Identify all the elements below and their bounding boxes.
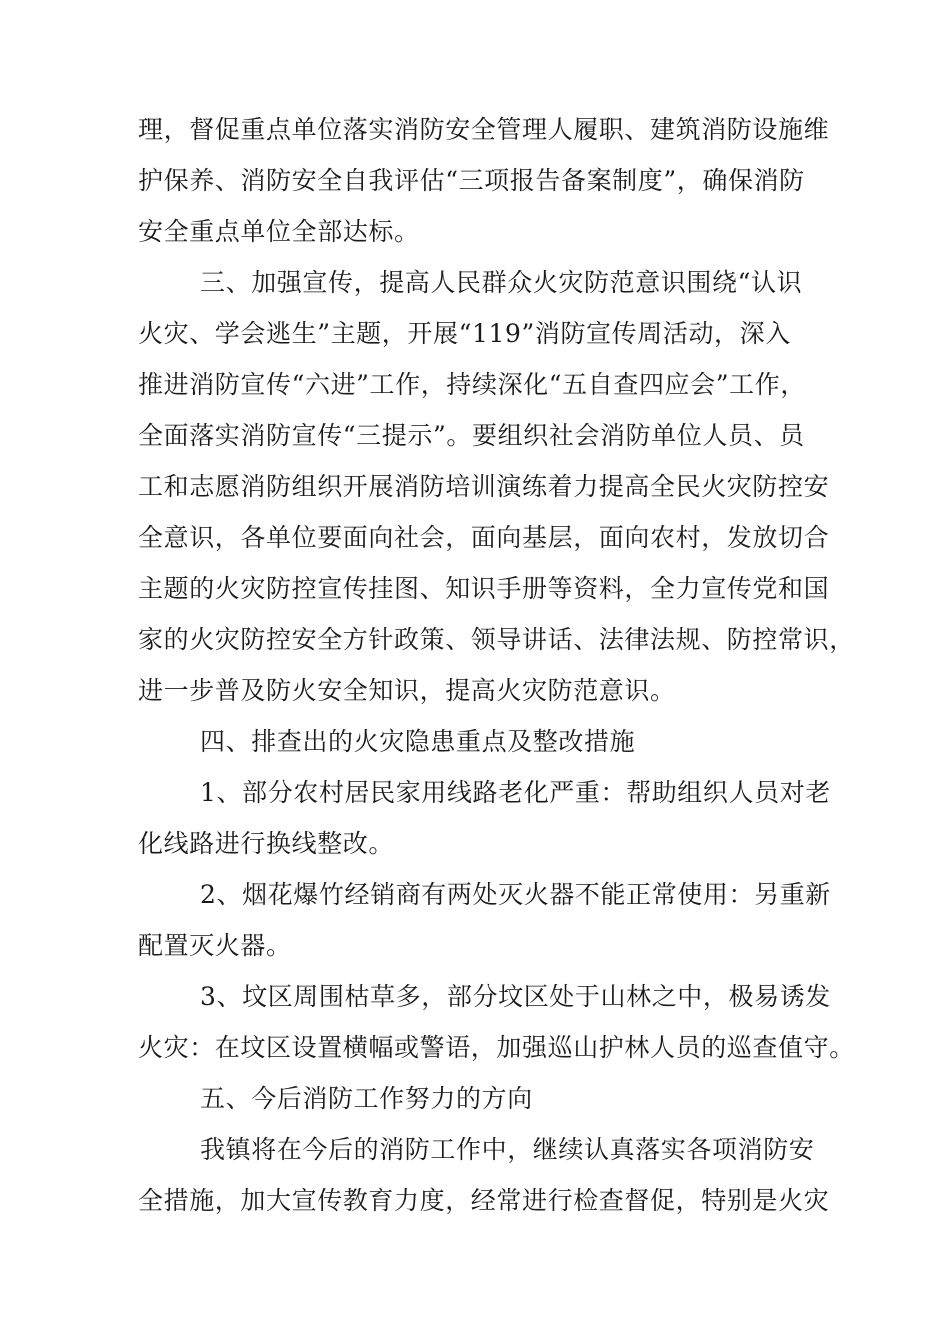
section-heading-3: 三、加强宣传，提高人民群众火灾防范意识围绕“认识 [200,268,803,297]
section-heading-4: 四、排查出的火灾隐患重点及整改措施 [200,727,636,756]
paragraph-start: 我镇将在今后的消防工作中，继续认真落实各项消防安 [200,1135,815,1164]
text-line: 配置灭火器。 [138,931,292,960]
text-line: 工和志愿消防组织开展消防培训演练着力提高全民火灾防控安 [138,472,830,501]
list-item-1: 1、部分农村居民家用线路老化严重：帮助组织人员对老 [200,778,831,807]
list-item-2: 2、烟花爆竹经销商有两处灭火器不能正常使用：另重新 [200,880,831,909]
text-line: 推进消防宣传“六进”工作，持续深化“五自查四应会”工作， [138,370,806,399]
text-line: 护保养、消防安全自我评估“三项报告备案制度”，确保消防 [138,166,805,195]
text-line: 理，督促重点单位落实消防安全管理人履职、建筑消防设施维 [138,115,830,144]
text-line: 火灾、学会逃生”主题，开展“119”消防宣传周活动，深入 [138,319,791,348]
list-item-3: 3、坟区周围枯草多，部分坟区处于山林之中，极易诱发 [200,982,831,1011]
text-line: 主题的火灾防控宣传挂图、知识手册等资料，全力宣传党和国 [138,574,830,603]
text-line: 家的火灾防控安全方针政策、领导讲话、法律法规、防控常识， [138,625,855,654]
text-line: 全面落实消防宣传“三提示”。要组织社会消防单位人员、员 [138,421,805,450]
text-line: 全意识，各单位要面向社会，面向基层，面向农村，发放切合 [138,523,830,552]
text-line: 化线路进行换线整改。 [138,829,395,858]
text-line: 火灾：在坟区设置横幅或警语，加强巡山护林人员的巡查值守。 [138,1033,855,1062]
section-heading-5: 五、今后消防工作努力的方向 [200,1084,533,1113]
document-body [138,104,855,1226]
text-line: 安全重点单位全部达标。 [138,217,420,246]
text-line: 进一步普及防火安全知识，提高火灾防范意识。 [138,676,676,705]
text-line: 全措施，加大宣传教育力度，经常进行检查督促，特别是火灾 [138,1186,830,1215]
